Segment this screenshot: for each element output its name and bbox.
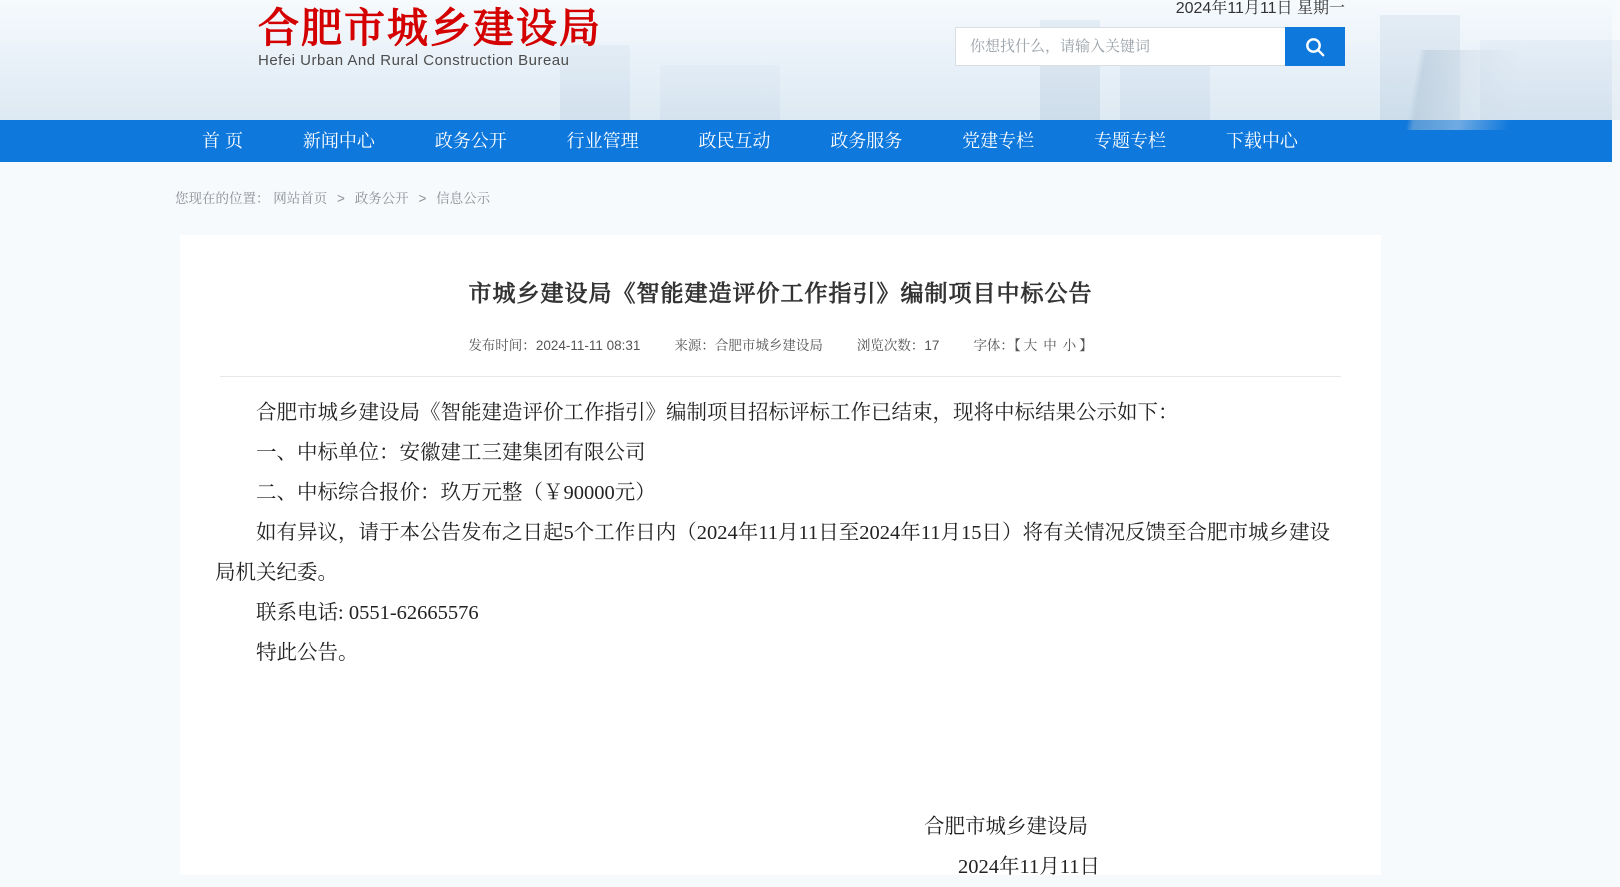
nav-item-news-center[interactable]: 新闻中心 — [302, 131, 375, 151]
header-right — [955, 0, 1345, 66]
search-icon — [1303, 35, 1327, 59]
article-paragraph: 合肥市城乡建设局《智能建造评价工作指引》编制项目招标评标工作已结束，现将中标结果公示如下： — [256, 402, 1179, 424]
view-count-label: 浏览次数： — [856, 338, 925, 353]
article-paragraph: 联系电话: 0551-62665576 — [256, 602, 479, 624]
font-size-large-button[interactable]: 大 — [1023, 338, 1038, 353]
skyline-decoration — [660, 65, 780, 120]
font-size-label: 字体： — [973, 338, 1014, 353]
font-size-small-button[interactable]: 小 — [1062, 338, 1077, 353]
nav-item-home[interactable]: 首 页 — [202, 131, 244, 151]
view-count-value: 17 — [924, 338, 940, 353]
breadcrumb-link-home[interactable]: 网站首页 — [273, 191, 328, 206]
article-card — [180, 235, 1381, 878]
article-meta — [180, 334, 1381, 354]
breadcrumb-separator: > — [418, 191, 427, 206]
breadcrumb-separator: > — [337, 191, 345, 206]
site-logo[interactable] — [258, 6, 602, 69]
view-count — [857, 334, 940, 354]
main-nav-inner — [200, 120, 1300, 162]
spacer — [215, 673, 1341, 807]
article-title: 市城乡建设局《智能建造评价工作指引》编制项目中标公告 — [468, 280, 1093, 306]
site-header — [0, 0, 1612, 120]
nav-item-party-building[interactable]: 党建专栏 — [962, 131, 1035, 151]
site-logo-subtitle: Hefei Urban And Rural Construction Bureau — [258, 52, 570, 69]
site-logo-title: 合肥市城乡建设局 — [258, 5, 602, 51]
article-paragraph: 二、中标综合报价：玖万元整（￥90000元） — [256, 482, 656, 504]
breadcrumb-link-gov-disclosure[interactable]: 政务公开 — [354, 191, 409, 206]
bracket-close: 】 — [1079, 338, 1093, 353]
nav-item-download-center[interactable]: 下载中心 — [1225, 131, 1298, 151]
signature-org: 合肥市城乡建设局 — [924, 816, 1088, 838]
current-date: 2024年11月11日 星期一 — [1175, 0, 1345, 17]
search-input[interactable] — [955, 27, 1285, 66]
font-size-medium-button[interactable]: 中 — [1043, 338, 1057, 353]
breadcrumb-prefix: 您现在的位置： — [175, 191, 270, 206]
font-size-control — [973, 334, 1092, 354]
article-paragraph: 特此公告。 — [256, 642, 359, 664]
nav-item-gov-services[interactable]: 政务服务 — [830, 131, 903, 151]
search-bar — [955, 27, 1345, 66]
article-paragraph: 一、中标单位：安徽建工三建集团有限公司 — [256, 442, 646, 464]
search-button[interactable] — [1285, 27, 1345, 66]
publish-time-label: 发布时间： — [468, 338, 536, 353]
source-value: 合肥市城乡建设局 — [714, 338, 823, 353]
nav-item-industry-management[interactable]: 行业管理 — [566, 131, 639, 151]
breadcrumb-link-info-publicity[interactable]: 信息公示 — [436, 191, 491, 206]
article-body — [180, 393, 1381, 887]
publish-time-value: 2024-11-11 08:31 — [535, 338, 641, 353]
publish-time — [468, 334, 640, 354]
bracket-open: 【 — [1013, 338, 1021, 353]
nav-item-public-interaction[interactable]: 政民互动 — [698, 131, 771, 151]
breadcrumb — [175, 187, 1612, 207]
source-label: 来源： — [674, 338, 715, 353]
article-source — [674, 334, 823, 354]
article-paragraph: 如有异议，请于本公告发布之日起5个工作日内（2024年11月11日至2024年11月15日）将有关情况反馈至合肥市城乡建设局机关纪委。 — [215, 522, 1330, 584]
nav-item-special-topics[interactable]: 专题专栏 — [1094, 131, 1167, 151]
meta-divider — [220, 376, 1341, 377]
signature-date: 2024年11月11日 — [958, 856, 1100, 878]
nav-item-gov-disclosure[interactable]: 政务公开 — [434, 131, 507, 151]
